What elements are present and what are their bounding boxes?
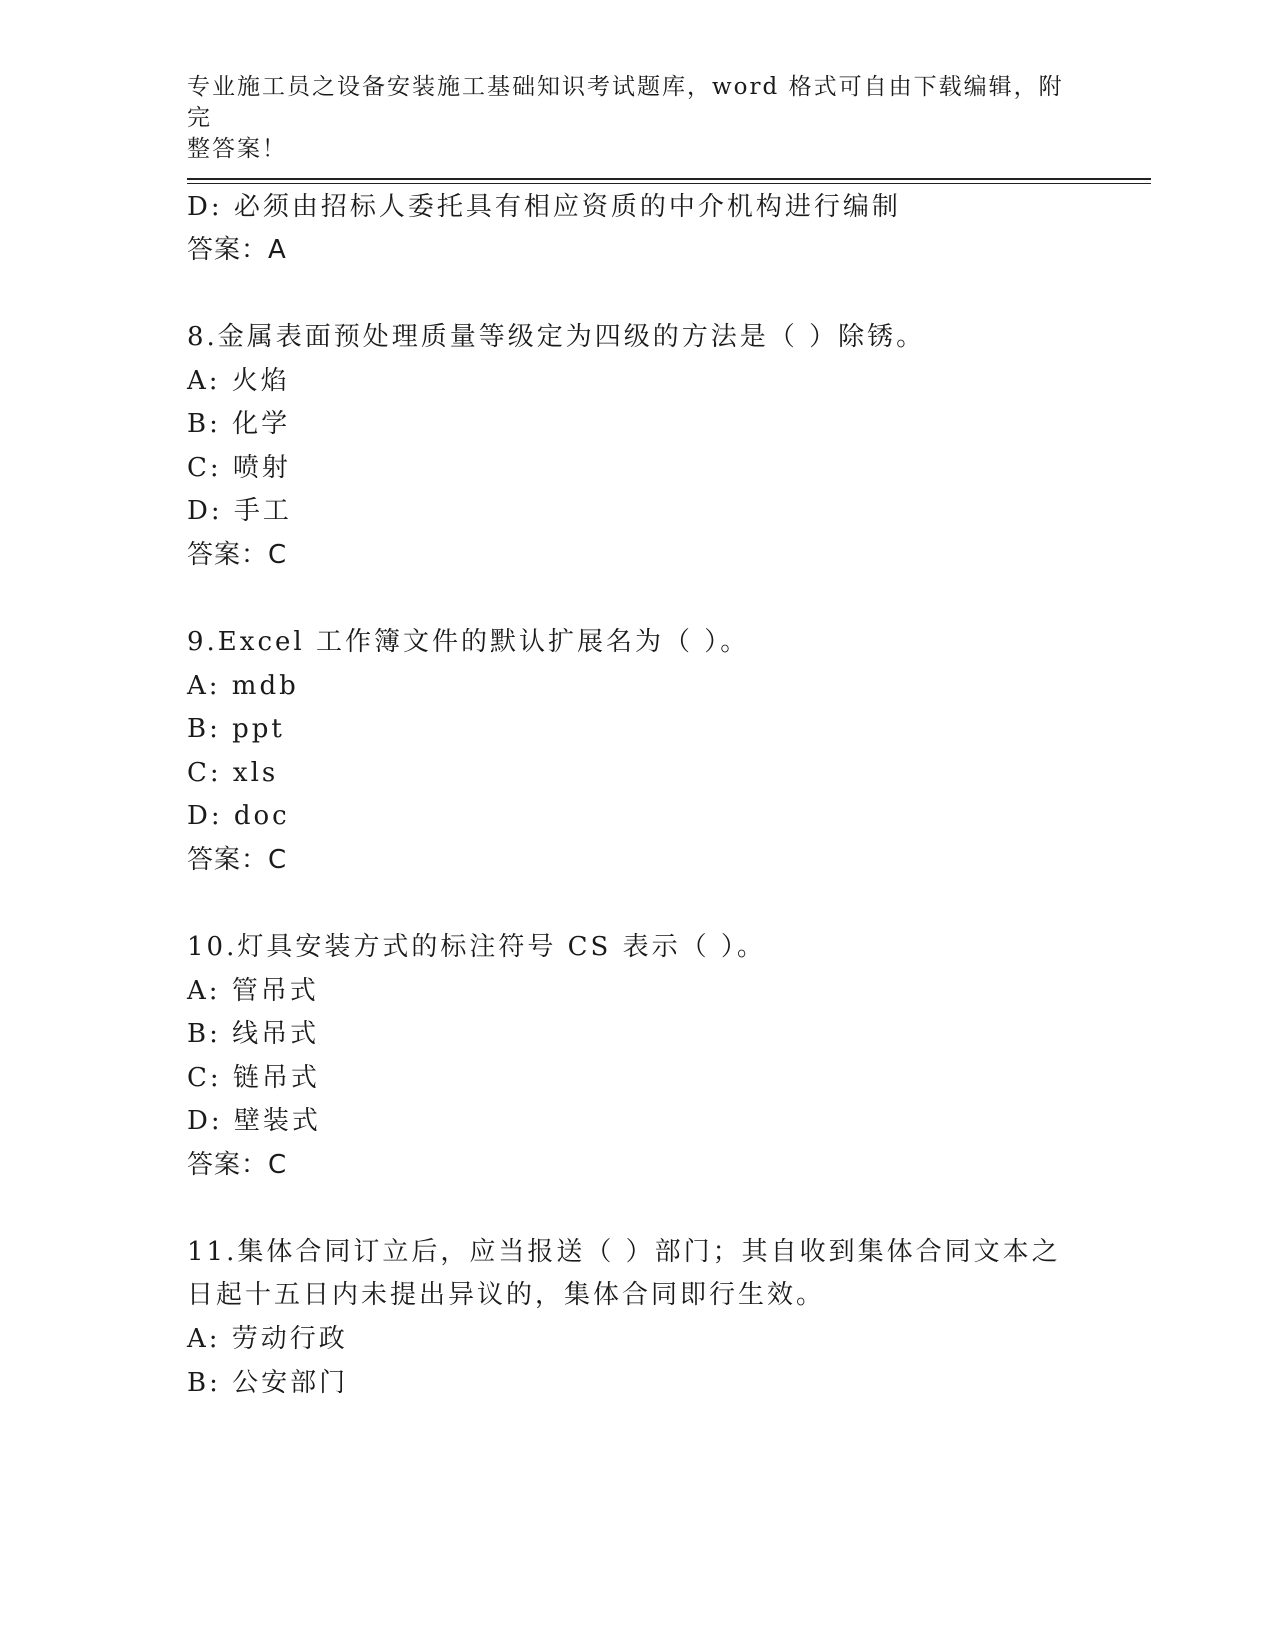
question-9-option-c: C: xls [187, 758, 279, 788]
question-9-stem: 9.Excel 工作簿文件的默认扩展名为（ ）。 [187, 627, 750, 657]
title-line-2: 整答案！ [187, 136, 287, 162]
question-9-option-b: B: ppt [187, 714, 285, 744]
question-10-option-a: A: 管吊式 [187, 976, 319, 1006]
title-line-1: 专业施工员之设备安装施工基础知识考试题库，word 格式可自由下载编辑，附完 [187, 74, 1064, 131]
question-9-option-a: A: mdb [187, 671, 299, 701]
question-8-stem: 8.金属表面预处理质量等级定为四级的方法是（ ）除锈。 [187, 322, 926, 352]
question-8-option-d: D: 手工 [187, 496, 292, 526]
question-11-option-b: B: 公安部门 [187, 1368, 349, 1398]
question-8-option-a: A: 火焰 [187, 366, 290, 396]
question-10-option-c: C: 链吊式 [187, 1063, 320, 1093]
prev-option-d: D: 必须由招标人委托具有相应资质的中介机构进行编制 [187, 192, 901, 222]
prev-answer: 答案：A [187, 235, 287, 265]
question-10-stem: 10.灯具安装方式的标注符号 CS 表示（ ）。 [187, 932, 766, 962]
question-11-stem-line-1: 11.集体合同订立后，应当报送（ ）部门；其自收到集体合同文本之 [187, 1237, 1061, 1267]
question-8-answer: 答案：C [187, 540, 288, 570]
question-8-option-b: B: 化学 [187, 409, 291, 439]
question-10-answer: 答案：C [187, 1150, 288, 1180]
question-11-option-a: A: 劳动行政 [187, 1324, 348, 1354]
question-9-answer: 答案：C [187, 845, 288, 875]
question-10-option-b: B: 线吊式 [187, 1019, 320, 1049]
header-rule-thick [187, 178, 1151, 180]
question-9-option-d: D: doc [187, 801, 290, 831]
question-11-stem-line-2: 日起十五日内未提出异议的，集体合同即行生效。 [187, 1280, 826, 1310]
question-8-option-c: C: 喷射 [187, 453, 291, 483]
question-10-option-d: D: 壁装式 [187, 1106, 321, 1136]
document-title [187, 72, 1067, 165]
header-rule-thin [187, 183, 1151, 184]
